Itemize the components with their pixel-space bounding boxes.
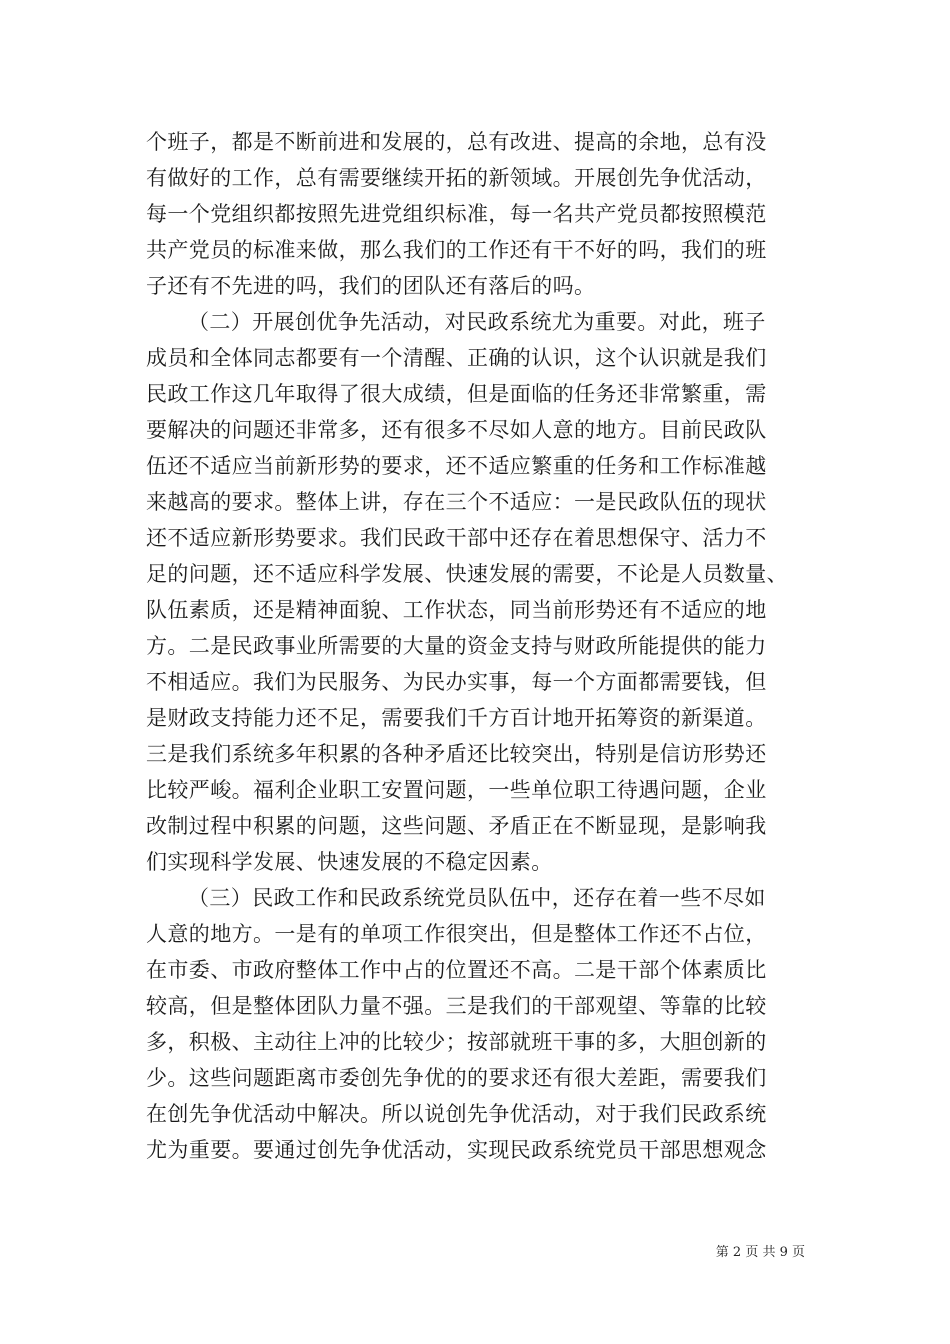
text-line: 少。这些问题距离市委创先争优的的要求还有很大差距，需要我们: [146, 1066, 767, 1090]
document-body: [146, 124, 806, 1168]
text-line: 不相适应。我们为民服务、为民办实事，每一个方面都需要钱，但: [146, 670, 767, 694]
text-line: 有做好的工作，总有需要继续开拓的新领域。开展创先争优活动，: [146, 166, 767, 190]
text-line: 来越高的要求。整体上讲，存在三个不适应：一是民政队伍的现状: [146, 490, 767, 514]
text-line: 还不适应新形势要求。我们民政干部中还存在着思想保守、活力不: [146, 526, 767, 550]
text-line: 民政工作这几年取得了很大成绩，但是面临的任务还非常繁重，需: [146, 382, 767, 406]
page-number: 第 2 页 共 9 页: [715, 1245, 805, 1260]
text-line: 伍还不适应当前新形势的要求，还不适应繁重的任务和工作标准越: [146, 454, 767, 478]
paragraph-start-line: （二）开展创优争先活动，对民政系统尤为重要。对此，班子: [188, 310, 766, 334]
text-line: 要解决的问题还非常多，还有很多不尽如人意的地方。目前民政队: [146, 418, 767, 442]
text-line: 成员和全体同志都要有一个清醒、正确的认识，这个认识就是我们: [146, 346, 767, 370]
text-line: 方。二是民政事业所需要的大量的资金支持与财政所能提供的能力: [146, 634, 767, 658]
text-line: 子还有不先进的吗，我们的团队还有落后的吗。: [146, 274, 596, 298]
text-line: 足的问题，还不适应科学发展、快速发展的需要，不论是人员数量、: [146, 562, 788, 586]
text-line: 个班子，都是不断前进和发展的，总有改进、提高的余地，总有没: [146, 130, 767, 154]
text-line: 改制过程中积累的问题，这些问题、矛盾正在不断显现，是影响我: [146, 814, 767, 838]
text-line: 人意的地方。一是有的单项工作很突出，但是整体工作还不占位，: [146, 922, 767, 946]
text-line: 比较严峻。福利企业职工安置问题，一些单位职工待遇问题，企业: [146, 778, 767, 802]
text-line: 每一个党组织都按照先进党组织标准，每一名共产党员都按照模范: [146, 202, 767, 226]
text-line: 在创先争优活动中解决。所以说创先争优活动，对于我们民政系统: [146, 1102, 767, 1126]
text-line: 是财政支持能力还不足，需要我们千方百计地开拓筹资的新渠道。: [146, 706, 767, 730]
text-line: 尤为重要。要通过创先争优活动，实现民政系统党员干部思想观念: [146, 1138, 767, 1162]
text-line: 在市委、市政府整体工作中占的位置还不高。二是干部个体素质比: [146, 958, 767, 982]
text-line: 队伍素质，还是精神面貌、工作状态，同当前形势还有不适应的地: [146, 598, 767, 622]
paragraph-start-line: （三）民政工作和民政系统党员队伍中，还存在着一些不尽如: [188, 886, 766, 910]
text-line: 们实现科学发展、快速发展的不稳定因素。: [146, 850, 553, 874]
text-line: 共产党员的标准来做，那么我们的工作还有干不好的吗，我们的班: [146, 238, 767, 262]
text-line: 多，积极、主动往上冲的比较少；按部就班干事的多，大胆创新的: [146, 1030, 767, 1054]
text-line: 较高，但是整体团队力量不强。三是我们的干部观望、等靠的比较: [146, 994, 767, 1018]
text-line: 三是我们系统多年积累的各种矛盾还比较突出，特别是信访形势还: [146, 742, 767, 766]
